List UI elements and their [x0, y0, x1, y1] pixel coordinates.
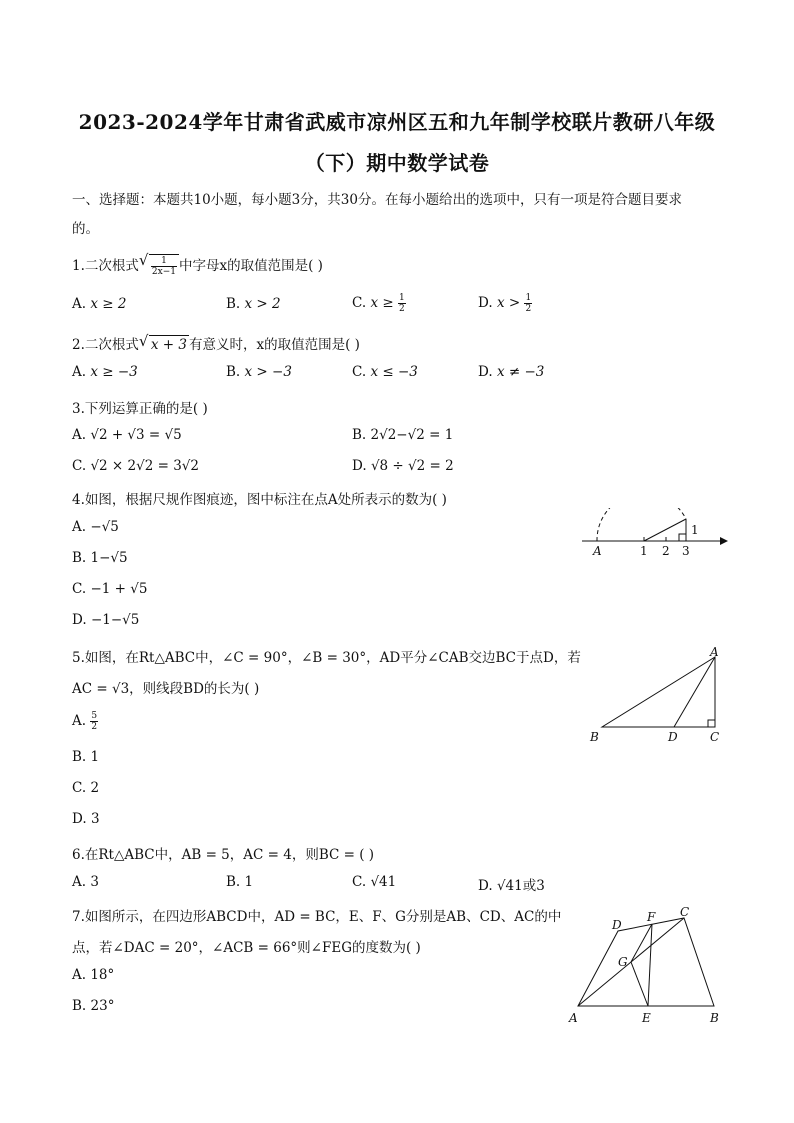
q5-option-a[interactable]: A. $\frac{5}{2}$ — [72, 711, 98, 732]
segment-eg — [631, 962, 648, 1006]
q7-option-a[interactable]: A. 18° — [72, 967, 115, 983]
q2-option-a[interactable]: A. x ≥ −3 — [72, 364, 138, 380]
q1-option-d[interactable]: D. x > $\frac{1}{2}$ — [478, 293, 532, 314]
midpoint-e-label: E — [642, 1011, 651, 1025]
q5-option-b[interactable]: B. 1 — [72, 749, 100, 765]
q6-option-c[interactable]: C. √41 — [352, 874, 397, 890]
q1-option-c[interactable]: C. x ≥ $\frac{1}{2}$ — [352, 293, 405, 314]
q7-option-b[interactable]: B. 23° — [72, 998, 115, 1014]
exam-title-line2: （下）期中数学试卷 — [304, 151, 490, 175]
section-instructions-line2: 的。 — [72, 221, 99, 237]
tick-label-1: 1 — [640, 544, 648, 558]
midpoint-g-label: G — [618, 955, 628, 969]
midpoint-f-label: F — [647, 910, 656, 924]
question-1-stem — [72, 254, 323, 277]
question-6-stem: 6.在Rt△ABC中，AB = 5，AC = 4，则BC = ( ) — [72, 847, 375, 863]
q1-option-b[interactable]: B. x > 2 — [226, 296, 281, 312]
q1-prefix: 1.二次根式 — [72, 258, 139, 274]
exam-title-line1: 2023-2024学年甘肃省武威市凉州区五和九年制学校联片教研八年级 — [78, 110, 716, 134]
vertex-b-label: B — [710, 1011, 719, 1025]
segment-ef — [648, 924, 652, 1006]
q5-triangle-figure — [584, 644, 734, 748]
q4-option-b[interactable]: B. 1−√5 — [72, 550, 128, 566]
q5-option-d[interactable]: D. 3 — [72, 811, 100, 827]
q3-option-d[interactable]: D. √8 ÷ √2 = 2 — [352, 458, 454, 474]
axis-arrow-icon — [720, 537, 728, 545]
q1-radical — [139, 254, 179, 277]
q3-option-c[interactable]: C. √2 × 2√2 = 3√2 — [72, 458, 199, 474]
height-label: 1 — [691, 523, 699, 537]
vertex-b-label: B — [590, 730, 599, 744]
q4-option-d[interactable]: D. −1−√5 — [72, 612, 140, 628]
q2-option-d[interactable]: D. x ≠ −3 — [478, 364, 545, 380]
compass-arc — [597, 508, 686, 541]
question-7-stem-line2: 点，若∠DAC = 20°，∠ACB = 66°则∠FEG的度数为( ) — [72, 940, 421, 956]
q1-frac-num: √ 1 — [151, 256, 177, 267]
vertex-a-label: A — [710, 645, 719, 659]
vertex-a-label: A — [569, 1011, 578, 1025]
q3-option-b[interactable]: B. 2√2−√2 = 1 — [352, 427, 454, 443]
right-angle-mark — [679, 534, 686, 541]
q6-option-a[interactable]: A. 3 — [72, 874, 99, 890]
quadrilateral-abcd — [578, 918, 714, 1006]
q4-option-c[interactable]: C. −1 + √5 — [72, 581, 148, 597]
vertex-d-label: D — [612, 918, 622, 932]
question-3-stem: 3.下列运算正确的是( ) — [72, 401, 208, 417]
q7-quadrilateral-figure — [568, 904, 728, 1028]
q5-option-c[interactable]: C. 2 — [72, 780, 100, 796]
q1-frac-den: 2x−1 — [151, 267, 176, 277]
q2-option-c[interactable]: C. x ≤ −3 — [352, 364, 418, 380]
section-instructions-line1: 一、选择题：本题共10小题，每小题3分，共30分。在每小题给出的选项中，只有一项是符合题目要求 — [72, 192, 682, 208]
question-5-stem-line2: AC = √3，则线段BD的长为( ) — [72, 681, 260, 697]
q4-number-line-figure — [578, 508, 728, 560]
bisector-ad — [674, 657, 715, 727]
q6-option-b[interactable]: B. 1 — [226, 874, 254, 890]
q2-radical: √ x + 3 — [139, 335, 189, 353]
vertex-c-label: C — [680, 905, 690, 919]
q6-option-d[interactable]: D. √41或3 — [478, 878, 545, 894]
segment-fg — [631, 924, 652, 962]
question-7-stem-line1: 7.如图所示，在四边形ABCD中，AD = BC，E、F、G分别是AB、CD、AC的中 — [72, 909, 562, 925]
tick-label-3: 3 — [682, 544, 690, 558]
tick-label-2: 2 — [662, 544, 670, 558]
triangle-abc — [602, 657, 715, 727]
hypotenuse-segment — [644, 519, 686, 541]
point-a-label: A — [593, 544, 602, 558]
q4-option-a[interactable]: A. −√5 — [72, 519, 119, 535]
q1-option-a[interactable]: A. x ≥ 2 — [72, 296, 127, 312]
question-2-stem: 2.二次根式√ x + 3 有意义时，x的取值范围是( ) — [72, 333, 360, 353]
q2-option-b[interactable]: B. x > −3 — [226, 364, 292, 380]
question-4-stem: 4.如图，根据尺规作图痕迹，图中标注在点A处所表示的数为( ) — [72, 492, 447, 508]
q3-option-a[interactable]: A. √2 + √3 = √5 — [72, 427, 182, 443]
question-5-stem-line1: 5.如图，在Rt△ABC中，∠C = 90°，∠B = 30°，AD平分∠CAB交边BC于点D，若 — [72, 650, 581, 666]
point-d-label: D — [668, 730, 678, 744]
vertex-c-label: C — [710, 730, 720, 744]
q1-suffix: 中字母x的取值范围是( ) — [178, 258, 323, 274]
right-angle-mark — [708, 720, 715, 727]
